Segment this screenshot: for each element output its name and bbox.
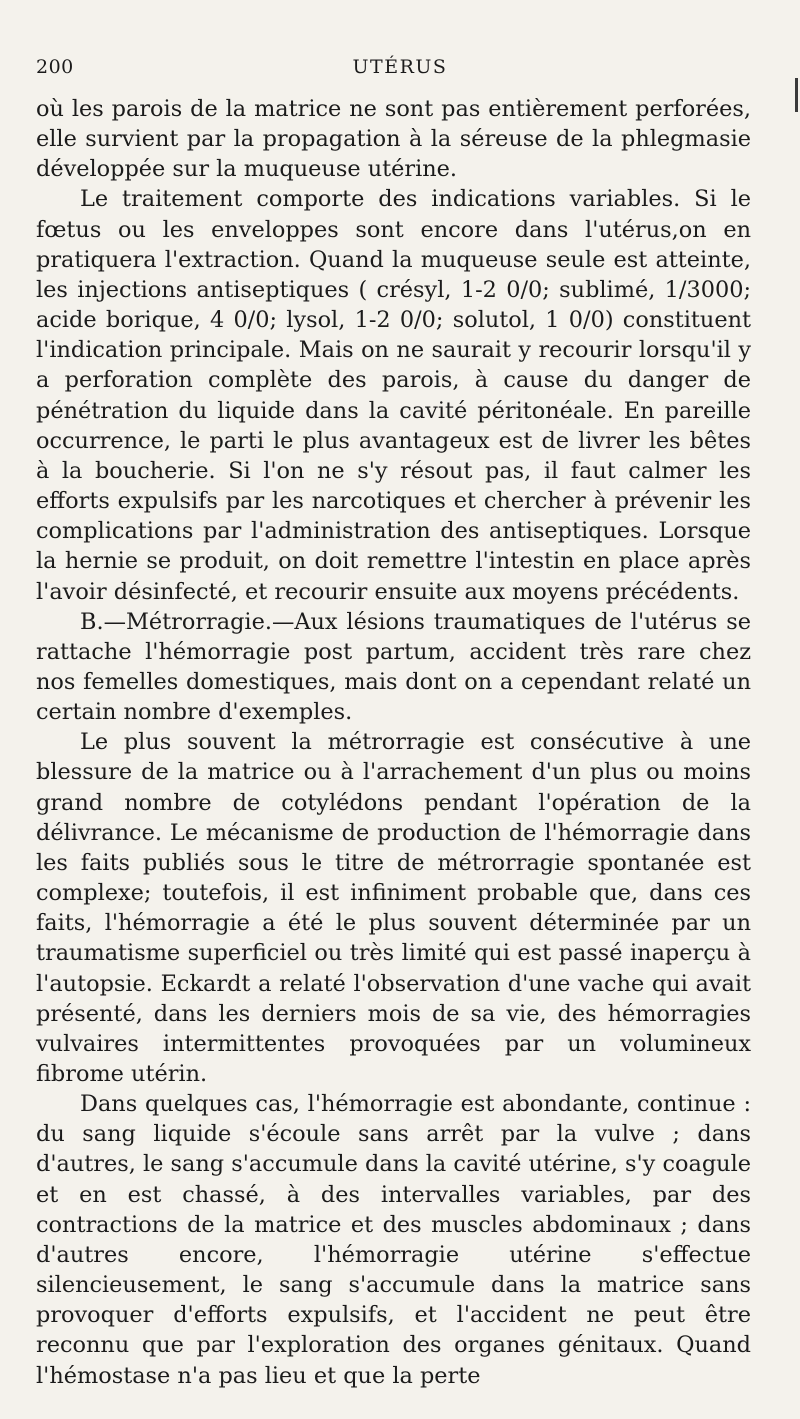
paragraph-metrorragie-causes: Le plus souvent la métrorragie est consécutive à une blessure de la matrice ou à l'arrachement d'un plus ou moins grand nombre de cotylédons pendant l'opération de la délivrance. Le mécanisme de production de l'hémorragie dans les faits publiés sous le titre de métrorragie spontanée est complexe; toutefois, il est infiniment probable que, dans ces faits, l'hémorragie a été le plus souvent déterminée par un traumatisme superficiel ou très limité qui est passé inaperçu à l'autopsie. Eckardt a relaté l'observation d'une vache qui avait présenté, dans les derniers mois de sa vie, des hémorragies vulvaires intermittentes provoquées par un volumineux fibrome utérin. [36,729,751,1087]
page-edge-mark [795,78,798,112]
running-head: UTÉRUS [352,56,448,78]
paragraph-treatment: Le traitement comporte des indications variables. Si le fœtus ou les enveloppes sont encore dans l'utérus,on en pratiquera l'extraction. Quand la muqueuse seule est atteinte, les injections antiseptiques ( crésyl, 1-2 0/0; sublimé, 1/3000; acide borique, 4 0/0; lysol, 1-2 0/0; solutol, 1 0/0) constituent l'indication principale. Mais on ne saurait y recourir lorsqu'il y a perforation complète des parois, à cause du danger de pénétration du liquide dans la cavité péritonéale. En pareille occurrence, le parti le plus avantageux est de livrer les bêtes à la boucherie. Si l'on ne s'y résout pas, il faut calmer les efforts expulsifs par les narcotiques et chercher à prévenir les complications par l'administration des antiseptiques. Lorsque la hernie se produit, on doit remettre l'intestin en place après l'avoir désinfecté, et recourir ensuite aux moyens précédents. [36,186,751,605]
paragraph-metrorragie-heading: B.—Métrorragie.—Aux lésions traumatiques de l'utérus se rattache l'hémorragie post partum, accident très rare chez nos femelles domestiques, mais dont on a cependant relaté un certain nombre d'exemples. [36,608,751,726]
paragraph-metrorragie-forms: Dans quelques cas, l'hémorragie est abondante, continue : du sang liquide s'écoule sans arrêt par la vulve ; dans d'autres, le sang s'accumule dans la cavité utérine, s'y coagule et en est chassé, à des intervalles variables, par des contractions de la matrice et des muscles abdominaux ; dans d'autres encore, l'hémorragie utérine s'effectue silencieusement, le sang s'accumule dans la matrice sans provoquer d'efforts expulsifs, et l'accident ne peut être reconnu que par l'exploration des organes génitaux. Quand l'hémostase n'a pas lieu et que la perte [36,1091,751,1389]
page-number: 200 [36,56,74,78]
page-header [36,56,764,86]
paragraph-continuation: où les parois de la matrice ne sont pas entièrement perforées, elle survient par la propagation à la séreuse de la phlegmasie développée sur la muqueuse utérine. [36,96,751,183]
page-body [36,94,751,1391]
